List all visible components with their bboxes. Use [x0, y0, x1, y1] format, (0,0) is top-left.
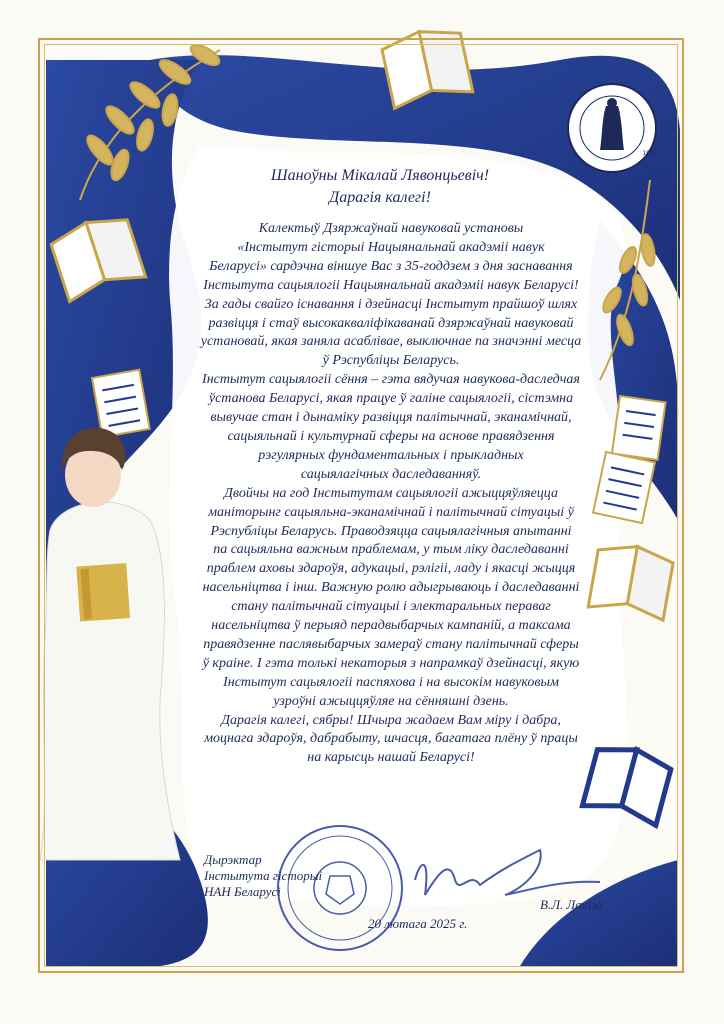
body-line: насельніцтва ў перыяд перадвыбарчых кампаній, а таксама — [211, 618, 571, 634]
body-line: Інстытут сацыялогіі паспяхова і на высокім навуковым — [223, 674, 559, 690]
signature-date: 20 лютага 2025 г. — [368, 916, 468, 931]
body-line: стану палітычнай сітуацыі і электаральных пераваг — [231, 599, 551, 615]
body-line: Калектыў Дзяржаўнай навуковай установы — [258, 221, 524, 236]
body-line: Дарагія калегі, сябры! Шчыра жадаем Вам міру і дабра, — [221, 712, 561, 728]
body-line: маніторынг сацыяльна-эканамічнай і палітычнай сітуацыі ў — [208, 504, 574, 520]
letter-body — [166, 220, 616, 768]
body-line: установай, якая заняла асаблівае, выключнае па значэнні месца — [200, 334, 582, 350]
body-line: «Інстытут гісторыі Нацыянальнай акадэміі навук — [237, 239, 545, 255]
logo-year: 1929 — [642, 150, 658, 157]
signatory-position — [204, 852, 322, 900]
body-line: Беларусі» сардэчна віншуе Вас з 35-годдзем з дня заснавання — [209, 258, 573, 274]
body-line: на карысць нашай Беларусі! — [307, 750, 475, 766]
body-line: вывучае стан і дынаміку развіцця палітычнай, эканамічнай, — [210, 410, 572, 426]
position-line-3: НАН Беларусі — [204, 884, 281, 899]
body-line: праблем аховы здароўя, адукацыі, рэлігіі, ладу і якасці жыцця — [206, 561, 576, 577]
body-line: Рэспубліцы Беларусь. Праводзяцца сацыялагічныя апытанні — [210, 523, 572, 539]
greeting-line-1: Шаноўны Мікалай Лявонцьевіч! — [270, 167, 490, 184]
body-line: За гады свайго існавання і дзейнасці Інстытут прайшоў шлях — [204, 296, 578, 312]
position-line-2: Інстытута гісторыі — [204, 868, 323, 883]
body-line: узроўні ажыццяўляе на сённяшні дзень. — [273, 693, 509, 709]
position-line-1: Дырэктар — [204, 852, 262, 867]
body-line: Інстытут сацыялогіі сёння – гэта вядучая навукова-даследчая — [202, 372, 580, 388]
body-line: ў Рэспубліцы Беларусь. — [322, 353, 460, 369]
body-line: ўстанова Беларусі, якая працуе ў галіне сацыялогіі, сістэмна — [208, 391, 574, 407]
body-line: насельніцтва і інш. Важную ролю адыгрываюць і даследаванні — [202, 580, 580, 596]
body-line: Двойчы на год Інстытутам сацыялогіі ажыццяўляецца — [224, 485, 558, 501]
body-line: Інстытута сацыялогіі Нацыянальнай акадэміі навук Беларусі! — [203, 277, 579, 293]
body-line: сацыялагічных даследаванняў. — [300, 466, 482, 482]
body-line: сацыяльнай і культурнай сферы на аснове правядзення — [227, 428, 555, 444]
body-line: па сацыяльна важным праблемам, у тым ліку даследаванні — [213, 542, 569, 558]
signatory-name: В.Л. Лакіза — [540, 897, 604, 912]
body-line: ў краіне. І гэта толькі некаторыя з напрамкаў дзейнасці, якую — [202, 655, 580, 671]
body-line: моцнага здароўя, дабрабыту, шчасця, багатага плёну ў працы — [204, 731, 578, 747]
body-line: рэгулярных фундаментальных і прыкладных — [258, 447, 524, 463]
greeting — [190, 165, 570, 209]
body-line: правядзенне паслявыбарчых замераў стану палітычнай сферы — [203, 636, 579, 652]
body-line: развіцця і стаў высокакваліфікаванай дзяржаўнай навуковай — [208, 315, 574, 331]
greeting-line-2: Дарагія калегі! — [329, 189, 431, 206]
